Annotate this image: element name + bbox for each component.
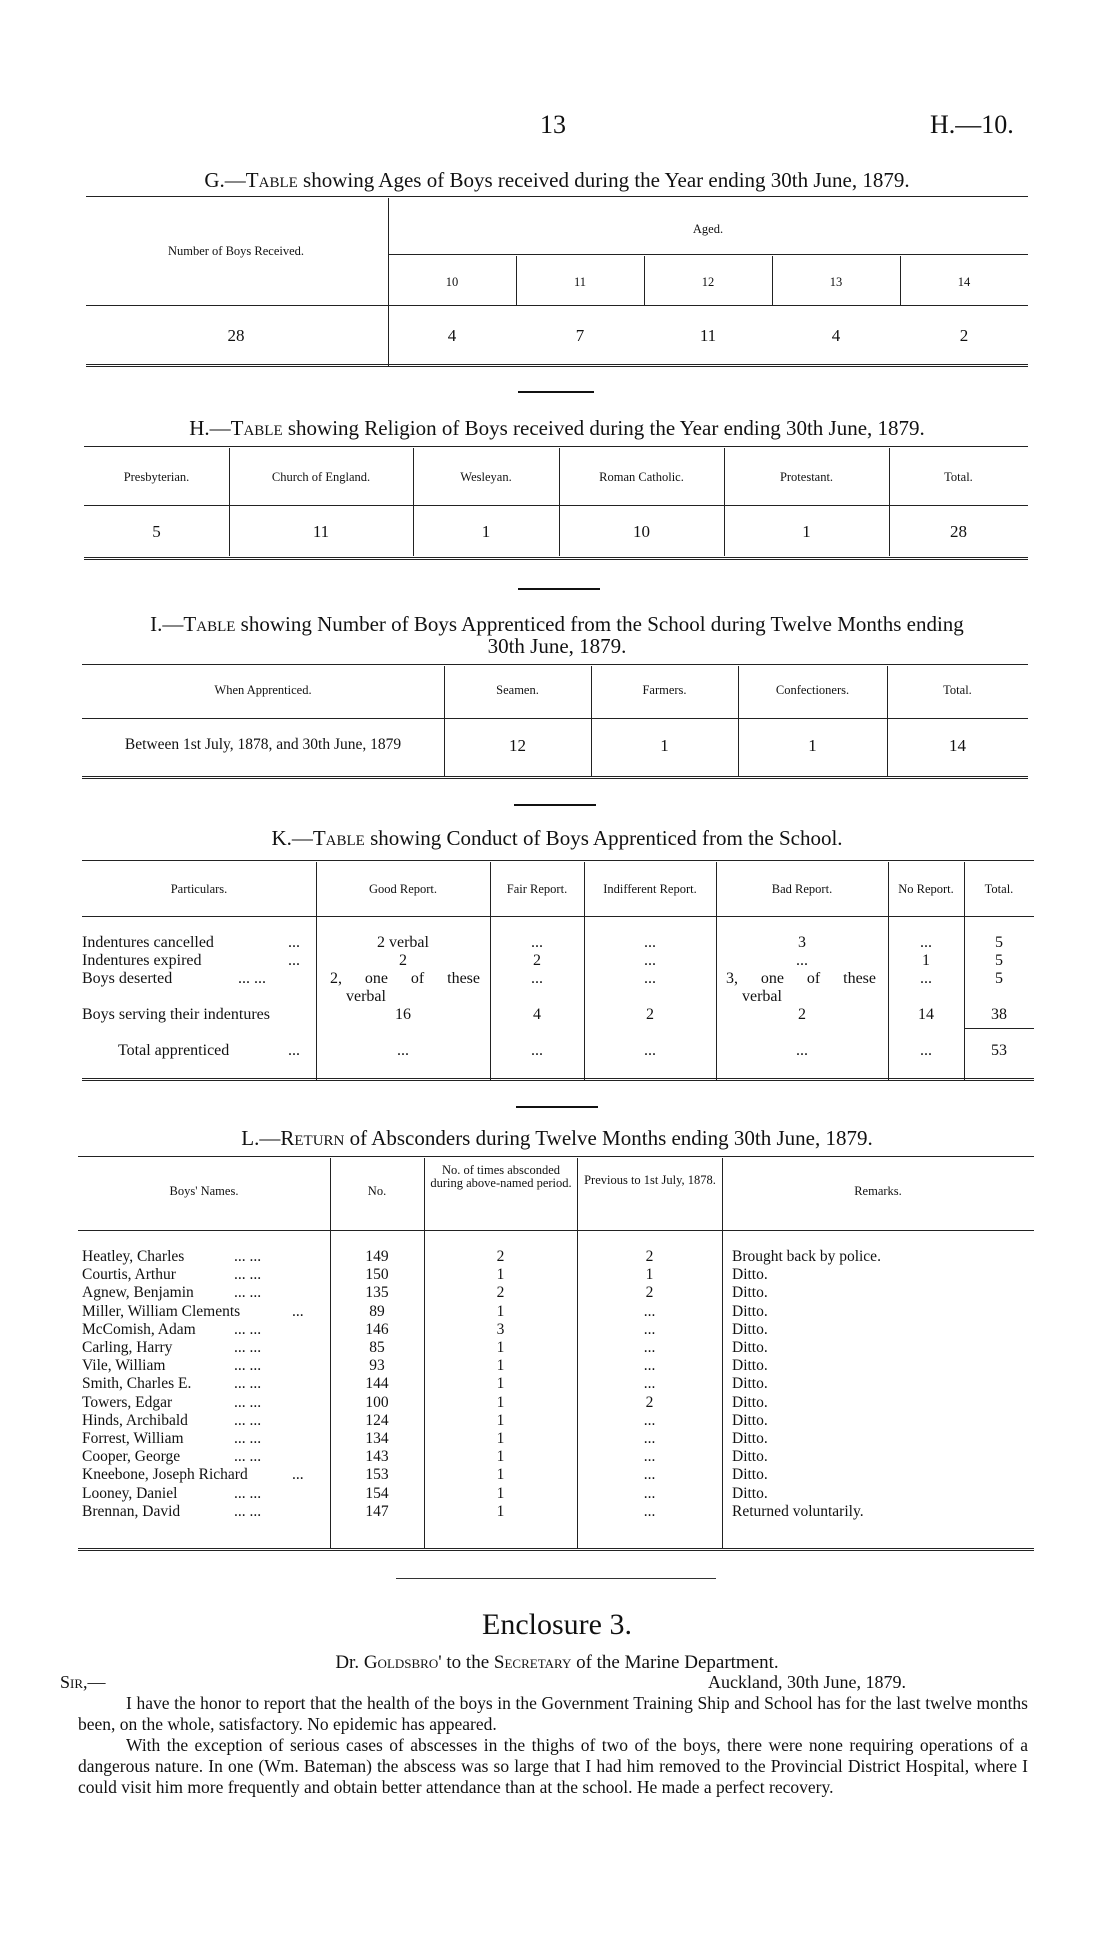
letter-salutation: Sir,— bbox=[60, 1672, 106, 1692]
table-g-top-rule bbox=[86, 196, 1028, 197]
section-separator bbox=[396, 1578, 716, 1579]
table-l-previous: 1 bbox=[645, 1266, 654, 1283]
table-l-remarks: Ditto. bbox=[732, 1284, 768, 1301]
table-h-header: Wesleyan. bbox=[460, 470, 512, 484]
letter-paragraph-1: I have the honor to report that the health of the boys in the Government Training Ship and School has for the last twelve months been, on the whole, satisfactory. No epidemic has appeared. bbox=[78, 1693, 1028, 1734]
table-l-times: 1 bbox=[496, 1339, 505, 1356]
table-l-number: 150 bbox=[365, 1266, 389, 1283]
table-i-header: Farmers. bbox=[642, 683, 687, 697]
table-i-header: When Apprenticed. bbox=[214, 683, 312, 697]
table-k-cell: verbal bbox=[742, 988, 782, 1005]
table-i-header-rule bbox=[82, 718, 1028, 719]
table-l-name: Smith, Charles E. bbox=[82, 1375, 192, 1392]
table-k-row-label: Total apprenticed bbox=[118, 1042, 230, 1059]
table-k-row-label: Boys deserted bbox=[82, 970, 173, 987]
table-l-leader: ... ... bbox=[234, 1357, 262, 1374]
table-l-previous: ... bbox=[643, 1339, 656, 1356]
table-l-remarks: Ditto. bbox=[732, 1412, 768, 1429]
table-g-value: 7 bbox=[575, 326, 585, 345]
table-l-name: Hinds, Archibald bbox=[82, 1412, 188, 1429]
table-h-value: 1 bbox=[481, 522, 491, 541]
table-i-header: Confectioners. bbox=[775, 683, 850, 697]
table-l-times: 1 bbox=[496, 1503, 505, 1520]
table-i-value: 14 bbox=[949, 736, 966, 755]
table-l-leader: ... ... bbox=[234, 1321, 262, 1338]
table-l-leader: ... ... bbox=[234, 1375, 262, 1392]
table-l-previous: 2 bbox=[645, 1248, 654, 1265]
table-i-bottom-rule bbox=[82, 776, 1028, 779]
table-k-cell: ... bbox=[796, 952, 808, 969]
table-h-value: 5 bbox=[152, 522, 161, 541]
table-k-cell: ... bbox=[531, 970, 543, 987]
page-number: 13 bbox=[540, 110, 566, 139]
table-l-name: Carling, Harry bbox=[82, 1339, 173, 1356]
table-g-value: 4 bbox=[447, 326, 457, 345]
table-k-row-label: Indentures cancelled bbox=[82, 934, 214, 951]
table-h-header: Protestant. bbox=[779, 470, 834, 484]
table-k-cell: ... bbox=[644, 970, 656, 987]
table-l-header: No. bbox=[367, 1184, 387, 1198]
table-l-number: 144 bbox=[365, 1375, 389, 1392]
table-l-number: 146 bbox=[365, 1321, 389, 1338]
table-h-header: Presbyterian. bbox=[123, 470, 190, 484]
table-k-leader: ... ... bbox=[238, 970, 266, 987]
table-k-cell: ... bbox=[920, 934, 932, 951]
table-k-cell: 38 bbox=[991, 1006, 1007, 1023]
table-l-bottom-rule bbox=[78, 1548, 1034, 1551]
table-l-remarks: Ditto. bbox=[732, 1466, 768, 1483]
table-g-title: G.—Table showing Ages of Boys received during the Year ending 30th June, 1879. bbox=[204, 168, 910, 192]
table-g-age-header: 13 bbox=[829, 275, 843, 289]
table-l-name: Brennan, David bbox=[82, 1503, 181, 1520]
table-g-age-header: 14 bbox=[957, 275, 971, 289]
table-l-previous: ... bbox=[643, 1448, 656, 1465]
table-k-header: Total. bbox=[984, 882, 1014, 896]
table-l-number: 154 bbox=[365, 1485, 389, 1502]
table-l-name: Kneebone, Joseph Richard bbox=[82, 1466, 248, 1483]
table-l-name: Looney, Daniel bbox=[82, 1485, 178, 1502]
table-l-remarks: Ditto. bbox=[732, 1266, 768, 1283]
table-h-header: Total. bbox=[944, 470, 973, 484]
table-l-number: 124 bbox=[365, 1412, 389, 1429]
section-separator bbox=[514, 804, 596, 806]
table-k-bottom-rule bbox=[82, 1078, 1034, 1081]
table-k-header: Fair Report. bbox=[506, 882, 568, 896]
table-l-number: 147 bbox=[365, 1503, 389, 1520]
table-i-value: 1 bbox=[660, 736, 669, 755]
table-l-remarks: Returned voluntarily. bbox=[732, 1503, 864, 1520]
table-k-header: Bad Report. bbox=[771, 882, 833, 896]
table-h-header: Church of England. bbox=[271, 470, 371, 484]
table-g-bottom-rule bbox=[86, 364, 1028, 367]
table-g-value: 2 bbox=[959, 326, 969, 345]
table-h-header: Roman Catholic. bbox=[599, 470, 684, 484]
table-l-leader: ... ... bbox=[234, 1339, 262, 1356]
table-l-previous: ... bbox=[643, 1375, 656, 1392]
table-k-cell: ... bbox=[920, 970, 932, 987]
table-k-header: Good Report. bbox=[368, 882, 438, 896]
table-l-times: 1 bbox=[496, 1466, 505, 1483]
table-k-cell: 5 bbox=[995, 970, 1003, 987]
table-l-leader: ... ... bbox=[234, 1394, 262, 1411]
table-k-cell: 1 bbox=[922, 952, 930, 969]
table-h-value: 1 bbox=[802, 522, 811, 541]
table-k-title: K.—Table showing Conduct of Boys Apprenticed from the School. bbox=[271, 826, 843, 850]
table-l-leader: ... bbox=[292, 1303, 304, 1320]
table-l-vline bbox=[722, 1158, 723, 1548]
table-l-remarks: Ditto. bbox=[732, 1357, 768, 1374]
table-k-cell: verbal bbox=[346, 988, 386, 1005]
section-separator bbox=[516, 1106, 598, 1108]
table-l-header: Remarks. bbox=[854, 1184, 902, 1198]
table-i-value: 12 bbox=[509, 736, 526, 755]
table-l-name: Agnew, Benjamin bbox=[82, 1284, 194, 1301]
table-l-leader: ... ... bbox=[234, 1412, 262, 1429]
table-l-header: Previous to 1st July, 1878. bbox=[584, 1173, 716, 1187]
table-k-top-rule bbox=[82, 860, 1034, 861]
table-l-previous: ... bbox=[643, 1485, 656, 1502]
table-l-times: 1 bbox=[496, 1303, 505, 1320]
table-l-times: 1 bbox=[496, 1266, 505, 1283]
table-k-row-label: Indentures expired bbox=[82, 952, 202, 969]
table-h-value: 10 bbox=[633, 522, 650, 541]
enclosure-title: Enclosure 3. bbox=[482, 1608, 632, 1641]
table-k-cell: ... bbox=[644, 1042, 656, 1059]
table-i-header: Total. bbox=[943, 683, 972, 697]
table-l-title: L.—Return of Absconders during Twelve Months ending 30th June, 1879. bbox=[241, 1126, 873, 1150]
table-l-leader: ... ... bbox=[234, 1485, 262, 1502]
table-l-leader: ... ... bbox=[234, 1248, 262, 1265]
table-k-cell: ... bbox=[920, 1042, 932, 1059]
table-l-number: 89 bbox=[369, 1303, 385, 1320]
table-h-header-rule bbox=[84, 505, 1028, 506]
table-i-header: Seamen. bbox=[496, 683, 539, 697]
table-l-times: 3 bbox=[496, 1321, 505, 1338]
table-l-name: Miller, William Clements bbox=[82, 1303, 241, 1320]
table-g-aged-rule bbox=[388, 254, 1028, 255]
table-l-times: 1 bbox=[496, 1394, 505, 1411]
table-k-cell: 2, one of these bbox=[330, 970, 480, 987]
letter-place-date: Auckland, 30th June, 1879. bbox=[708, 1672, 906, 1692]
table-i-top-rule bbox=[82, 664, 1028, 665]
table-l-leader: ... bbox=[292, 1466, 304, 1483]
table-g-total: 28 bbox=[227, 326, 245, 345]
table-l-previous: ... bbox=[643, 1466, 656, 1483]
table-h-top-rule bbox=[84, 446, 1028, 447]
table-k-cell: 4 bbox=[533, 1006, 541, 1023]
table-l-number: 85 bbox=[369, 1339, 385, 1356]
table-k-header-rule bbox=[82, 916, 1034, 917]
table-k-sum-rule bbox=[964, 1028, 1034, 1029]
table-l-remarks: Ditto. bbox=[732, 1485, 768, 1502]
table-l-header: Boys' Names. bbox=[169, 1184, 239, 1198]
table-k-row-label: Boys serving their indentures bbox=[82, 1006, 270, 1023]
table-l-number: 153 bbox=[365, 1466, 389, 1483]
table-g-value: 4 bbox=[831, 326, 841, 345]
table-l-number: 143 bbox=[365, 1448, 389, 1465]
table-l-number: 100 bbox=[365, 1394, 389, 1411]
table-k-cell: 2 bbox=[798, 1006, 806, 1023]
table-k-header: Particulars. bbox=[170, 882, 228, 896]
table-h-value: 28 bbox=[950, 522, 967, 541]
table-l-name: Vile, William bbox=[82, 1357, 166, 1374]
table-k-cell: 2 bbox=[533, 952, 541, 969]
table-k-cell: ... bbox=[644, 934, 656, 951]
table-l-leader: ... ... bbox=[234, 1448, 262, 1465]
table-k-cell: ... bbox=[796, 1042, 808, 1059]
table-k-cell: ... bbox=[644, 952, 656, 969]
table-l-remarks: Ditto. bbox=[732, 1448, 768, 1465]
table-h-bottom-rule bbox=[84, 557, 1028, 560]
table-k-cell: 2 bbox=[399, 952, 407, 969]
table-l-leader: ... ... bbox=[234, 1266, 262, 1283]
table-k-cell: 14 bbox=[918, 1006, 934, 1023]
table-l-number: 134 bbox=[365, 1430, 389, 1447]
table-i-period: Between 1st July, 1878, and 30th June, 1879 bbox=[124, 736, 402, 753]
table-l-times: 1 bbox=[496, 1375, 505, 1392]
section-separator bbox=[518, 391, 594, 393]
table-i-title: I.—Table showing Number of Boys Apprenticed from the School during Twelve Months ending bbox=[150, 612, 964, 636]
table-i-title-line2: 30th June, 1879. bbox=[487, 634, 627, 658]
table-l-number: 135 bbox=[365, 1284, 389, 1301]
table-l-number: 93 bbox=[369, 1357, 385, 1374]
table-l-remarks: Ditto. bbox=[732, 1339, 768, 1356]
table-l-times: 1 bbox=[496, 1357, 505, 1374]
table-g-age-header: 12 bbox=[701, 275, 715, 289]
table-l-header-rule bbox=[78, 1230, 1034, 1231]
table-g-col-aged: Aged. bbox=[692, 222, 724, 236]
table-k-cell: 2 bbox=[646, 1006, 654, 1023]
table-k-header: Indifferent Report. bbox=[603, 882, 697, 896]
table-l-name: Cooper, George bbox=[82, 1448, 181, 1465]
table-h-value: 11 bbox=[312, 522, 330, 541]
document-code: H.—10. bbox=[930, 110, 1014, 139]
table-l-times: 1 bbox=[496, 1430, 505, 1447]
table-g-age-header: 10 bbox=[445, 275, 459, 289]
table-l-remarks: Brought back by police. bbox=[732, 1248, 881, 1265]
table-k-cell: 53 bbox=[991, 1042, 1007, 1059]
table-k-header: No Report. bbox=[898, 882, 954, 896]
table-l-times: 2 bbox=[496, 1284, 505, 1301]
table-i-value: 1 bbox=[808, 736, 817, 755]
table-g-col-left: Number of Boys Received. bbox=[167, 244, 305, 258]
table-l-previous: ... bbox=[643, 1357, 656, 1374]
table-l-leader: ... ... bbox=[234, 1503, 262, 1520]
table-l-name: Heatley, Charles bbox=[82, 1248, 185, 1265]
table-l-previous: 2 bbox=[645, 1284, 654, 1301]
table-k-cell: 5 bbox=[995, 934, 1003, 951]
table-g-value: 11 bbox=[699, 326, 717, 345]
table-l-remarks: Ditto. bbox=[732, 1303, 768, 1320]
table-l-top-rule bbox=[78, 1156, 1034, 1157]
table-l-remarks: Ditto. bbox=[732, 1375, 768, 1392]
table-k-leader: ... bbox=[288, 934, 300, 951]
table-l-number: 149 bbox=[365, 1248, 389, 1265]
table-l-times: 1 bbox=[496, 1448, 505, 1465]
table-k-leader: ... bbox=[288, 952, 300, 969]
table-l-leader: ... ... bbox=[234, 1430, 262, 1447]
table-l-name: Forrest, William bbox=[82, 1430, 184, 1447]
table-l-name: McComish, Adam bbox=[82, 1321, 196, 1338]
table-l-previous: 2 bbox=[645, 1394, 654, 1411]
table-k-leader: ... bbox=[288, 1042, 300, 1059]
table-l-remarks: Ditto. bbox=[732, 1430, 768, 1447]
table-l-header: No. of times absconded during above-named period. bbox=[430, 1163, 572, 1190]
table-l-times: 1 bbox=[496, 1485, 505, 1502]
table-l-times: 2 bbox=[496, 1248, 505, 1265]
table-l-remarks: Ditto. bbox=[732, 1321, 768, 1338]
table-l-leader: ... ... bbox=[234, 1284, 262, 1301]
table-k-cell: 16 bbox=[395, 1006, 411, 1023]
table-l-remarks: Ditto. bbox=[732, 1394, 768, 1411]
table-l-previous: ... bbox=[643, 1503, 656, 1520]
letter-paragraph-2: With the exception of serious cases of abscesses in the thighs of two of the boys, there were none requiring operations of a dangerous nature. In one (Wm. Bateman) the abscess was so large that I had him removed to the Provincial District Hospital, where I could visit him more frequently and obtain better attendance than at the school. He made a perfect recovery. bbox=[78, 1735, 1028, 1797]
table-l-previous: ... bbox=[643, 1303, 656, 1320]
table-l-previous: ... bbox=[643, 1430, 656, 1447]
table-k-cell: ... bbox=[531, 934, 543, 951]
table-k-cell: 2 verbal bbox=[377, 934, 429, 951]
table-k-cell: ... bbox=[531, 1042, 543, 1059]
table-k-cell: 3, one of these bbox=[726, 970, 876, 987]
enclosure-subtitle: Dr. Goldsbro' to the Secretary of the Marine Department. bbox=[335, 1652, 779, 1673]
table-k-cell: 3 bbox=[798, 934, 806, 951]
table-h-title: H.—Table showing Religion of Boys received during the Year ending 30th June, 1879. bbox=[189, 416, 925, 440]
table-g-header-rule bbox=[86, 305, 1028, 306]
table-l-name: Towers, Edgar bbox=[82, 1394, 173, 1411]
table-l-times: 1 bbox=[496, 1412, 505, 1429]
table-l-name: Courtis, Arthur bbox=[82, 1266, 176, 1283]
table-g-age-header: 11 bbox=[573, 275, 587, 289]
table-k-cell: ... bbox=[397, 1042, 409, 1059]
section-separator bbox=[518, 588, 600, 590]
table-l-previous: ... bbox=[643, 1321, 656, 1338]
table-k-cell: 5 bbox=[995, 952, 1003, 969]
table-l-previous: ... bbox=[643, 1412, 656, 1429]
